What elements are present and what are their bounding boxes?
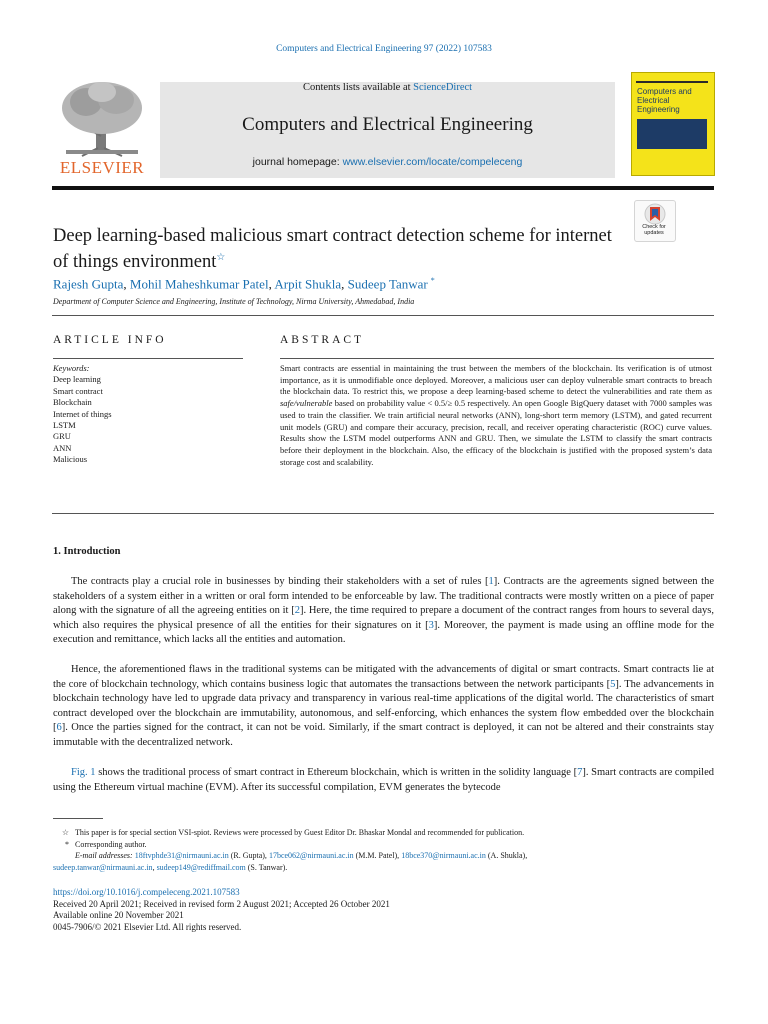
email-label: E-mail addresses: [75,851,133,860]
citation-link[interactable]: 7 [577,767,583,778]
email-footnote [53,850,714,862]
email-owner: (A. Shukla), [485,851,528,860]
email-link[interactable]: 18ftvphde31@nirmauni.ac.in [134,851,229,860]
title-footnote-mark[interactable]: ☆ [216,252,226,263]
paragraph-text: The contracts play a crucial role in businesses by binding their stakeholders with a set of rules [ [71,576,489,587]
cover-band [636,81,708,83]
journal-reference[interactable]: Computers and Electrical Engineering 97 (2022) 107583 [276,44,492,54]
homepage-prefix: journal homepage: [252,156,343,168]
author-separator: , [341,276,348,292]
cover-title-line-1: Computers and [637,87,692,96]
email-link[interactable]: sudeep.tanwar@nirmauni.ac.in [53,862,153,872]
paragraph-text: ]. Here, the time required to prepare a document of the contract ranges from hours to several days, which also requires the physical presence of all the entities for their signatures on it [ [53,605,714,631]
paragraph-text: ]. Contracts are the agreements signed between the stakeholders of a system either in a written or oral form intended to be enforceable by law. The traditional contracts were mostly written on a piece of paper along with the signature of all the agreeing entities on it [ [53,576,714,616]
keyword: Blockchain [53,397,92,408]
footnote-rule [53,818,103,819]
sciencedirect-link[interactable]: ScienceDirect [413,82,473,93]
author-tanwar[interactable]: Sudeep Tanwar [347,276,428,292]
paper-title [53,225,623,273]
email-link[interactable]: sudeep149@rediffmail.com [156,862,246,872]
email-owner: (M.M. Patel), [353,851,402,860]
keyword: Internet of things [53,408,112,419]
header-rule [52,186,714,190]
cover-title [637,87,714,114]
figure-link[interactable]: Fig. 1 [71,767,96,778]
citation-link[interactable]: 1 [488,576,494,587]
footnote [53,827,714,839]
affiliation: Department of Computer Science and Engineering, Institute of Technology, Nirma University, Ahmedabad, India [53,297,415,306]
keywords-label: Keywords: [53,363,90,373]
paragraph [53,766,714,795]
email-owner: (S. Tanwar). [245,862,288,872]
doi-link[interactable]: https://doi.org/10.1016/j.compeleceng.2021.107583 [53,887,240,897]
paragraph [53,575,714,648]
paragraph-text: ]. Smart contracts are compiled using the Ethereum virtual machine (EVM). After its successful compilation, EVM generates the bytecode [53,767,714,793]
copyright: 0045-7906/© 2021 Elsevier Ltd. All rights reserved. [53,922,242,933]
paper-title-text: Deep learning-based malicious smart contract detection scheme for internet of things environment [53,226,612,273]
keyword: GRU [53,431,71,442]
homepage-link[interactable]: www.elsevier.com/locate/compeleceng [342,156,523,168]
author-patel[interactable]: Mohil Maheshkumar Patel [129,276,269,292]
received-dates: Received 20 April 2021; Received in revised form 2 August 2021; Accepted 26 October 2021 [53,898,390,909]
divider [280,358,714,359]
author-list [53,276,435,292]
keywords-list [53,363,112,466]
corresponding-author-mark[interactable]: * [430,276,435,285]
keyword: Deep learning [53,374,101,385]
email-footnote-continued [53,862,714,874]
abstract-heading: ABSTRACT [280,334,365,346]
paragraph-text: shows the traditional process of smart contract in Ethereum blockchain, which is written in the solidity language [ [95,767,578,778]
contents-prefix: Contents lists available at [302,82,414,93]
abstract-text [280,363,712,468]
elsevier-wordmark: ELSEVIER [59,158,145,177]
homepage-line [160,156,615,168]
cover-panel [637,119,707,149]
keyword: Smart contract [53,385,103,396]
citation-link[interactable]: 3 [428,619,434,631]
abstract-emphasis: safe/vulnerable [280,398,333,409]
divider [52,513,714,514]
author-shukla[interactable]: Arpit Shukla [274,276,342,292]
divider [53,358,243,359]
citation-link[interactable]: 6 [56,722,62,733]
keyword: ANN [53,442,72,453]
publication-info [53,887,390,934]
footnote-mark: * [65,839,69,849]
check-for-updates-label: Check for updates [642,224,666,236]
footnote-text: Corresponding author. [75,839,147,849]
article-info-heading: ARTICLE INFO [53,334,167,346]
email-link[interactable]: 18bce370@nirmauni.ac.in [401,851,486,860]
email-link[interactable]: 17bce062@nirmauni.ac.in [268,851,354,860]
email-owner: (R. Gupta), [228,851,269,860]
journal-title: Computers and Electrical Engineering [242,114,533,135]
footnotes [53,827,714,873]
footnote-mark: ☆ [61,828,69,837]
footnote-text: This paper is for special section VSI-spiot. Reviews were processed by Guest Editor Dr. Bhaskar Mondal and recommended for publication. [75,828,525,837]
author-separator: , [123,276,130,292]
author-separator: , [268,276,275,292]
divider [52,315,714,316]
citation-link[interactable]: 2 [294,605,300,616]
author-gupta[interactable]: Rajesh Gupta [53,276,124,292]
paragraph-text: Hence, the aforementioned flaws in the traditional systems can be mitigated with the advancements of digital or smart contracts. Smart contracts lie at the core of blockchain technology, which contains business logic that automates the transactions between the network participants [ [53,664,714,690]
keyword: Malicious [53,454,87,465]
paragraph-text: ]. Moreover, the payment is made using an offline mode for the execution and remittance, which lacks all the entities and automation. [53,619,714,645]
email-separator: , [152,862,157,872]
journal-cover-thumbnail[interactable] [631,72,715,176]
citation-link[interactable]: 5 [610,678,616,690]
contents-line [160,82,615,93]
paragraph [53,663,714,750]
paragraph-text: ]. The advancements in blockchain technology have led to upgrade data privacy and transparency in various real-time applications of the digital world. The characteristics of smart contract developed over the blockchain are immutability, autonomous, and self-enforcing, which enhances the system flow embedded over the blockchain [ [53,678,714,733]
abstract-part: Smart contracts are essential in maintaining the trust between the members of the blockchain. Its verification is of utmost importance, as it is unmodifiable once deployed. Moreover, a malicious user can deploy vulnerable smart contracts to breach the blockchain data. To restrict this, we propose a deep learning-based scheme to detect the vulnerabilities and rate them as [280,363,712,397]
keyword: LSTM [53,420,76,431]
footnote [53,839,714,851]
paragraph-text: ]. Once the parties signed for the contract, it can not be void. Similarly, if the smart contract is deployed, it can not be altered and their constraints stay immutable with the decentralized network. [53,722,714,748]
online-date: Available online 20 November 2021 [53,910,184,921]
section-heading: 1. Introduction [53,546,121,557]
abstract-part: based on probability value < 0.5/≥ 0.5 respectively. An open Google BigQuery dataset with 7000 samples was used to train the classifier. We train artificial neural networks (ANN), long-short term memory (LSTM), and gated recurrent unit models (GRU) and compare their accuracy, precision, recall, and receiver operating characteristic (ROC) curve values. Results show the LSTM model outperforms ANN and GRU. Then, we simulate the LSTM to classify the smart contracts before their deployment in the blockchain. Also, the efficacy of the blockchain is justified with the proposed system’s data storage cost and scalability. [280,398,712,467]
cover-title-line-2: Electrical Engineering [637,96,680,114]
